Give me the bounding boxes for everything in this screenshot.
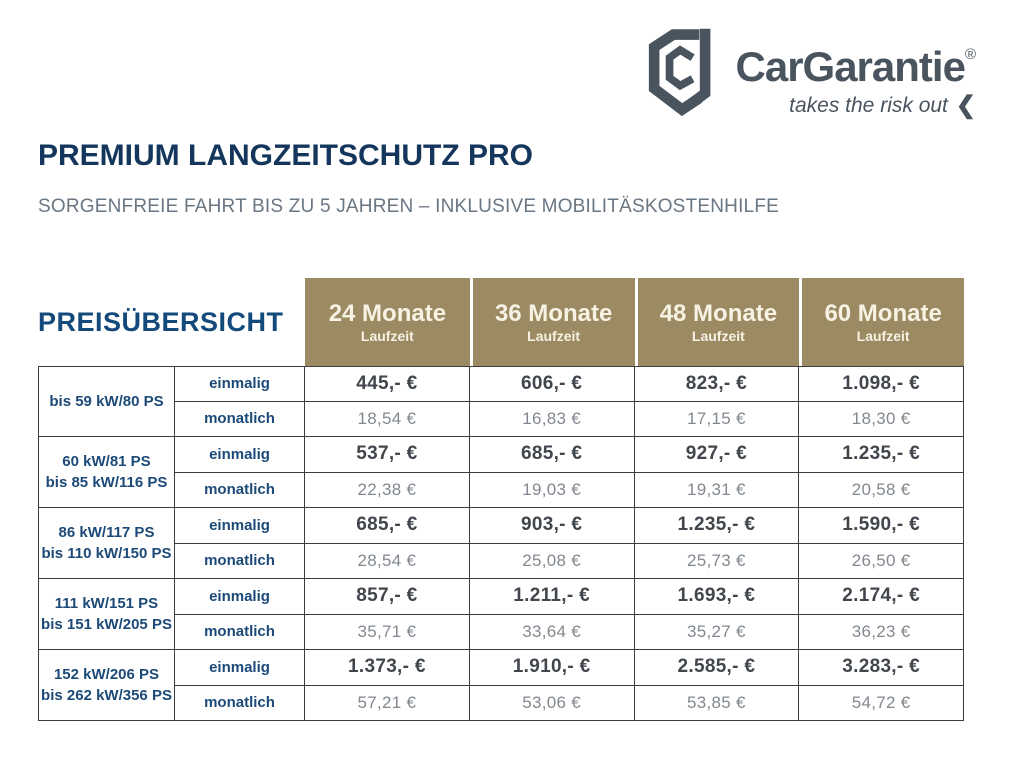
price-monthly-cell: 28,54 € (305, 544, 470, 580)
price-once-cell: 1.590,- € (799, 508, 964, 544)
row-type-monatlich: monatlich (175, 402, 305, 438)
row-type-monatlich: monatlich (175, 615, 305, 651)
price-once-cell: 1.235,- € (799, 437, 964, 473)
page-subtitle: SORGENFREIE FAHRT BIS ZU 5 JAHREN – INKLUSIVE MOBILITÄSKOSTENHILFE (38, 196, 779, 217)
page-title: PREMIUM LANGZEITSCHUTZ PRO (38, 139, 533, 172)
power-class-label (38, 650, 175, 721)
price-monthly-cell: 25,73 € (635, 544, 800, 580)
row-type-einmalig: einmalig (175, 508, 305, 544)
power-class-label (38, 508, 175, 579)
price-monthly-cell: 35,71 € (305, 615, 470, 651)
price-once-cell: 445,- € (305, 366, 470, 402)
price-once-cell: 1.211,- € (470, 579, 635, 615)
row-type-einmalig: einmalig (175, 366, 305, 402)
price-once-cell: 1.373,- € (305, 650, 470, 686)
table-caption-cell (38, 278, 305, 366)
price-once-cell: 1.693,- € (635, 579, 800, 615)
price-monthly-cell: 53,85 € (635, 686, 800, 722)
column-header-48-monate (638, 278, 800, 366)
row-type-einmalig: einmalig (175, 437, 305, 473)
column-header-sublabel: Laufzeit (856, 327, 910, 344)
price-once-cell: 1.098,- € (799, 366, 964, 402)
power-class-line2: bis 85 kW/116 PS (45, 474, 168, 491)
power-class-line1: 152 kW/206 PS (53, 666, 160, 683)
price-once-cell: 1.235,- € (635, 508, 800, 544)
column-header-36-monate (473, 278, 635, 366)
row-type-einmalig: einmalig (175, 650, 305, 686)
price-once-cell: 685,- € (470, 437, 635, 473)
price-once-cell: 2.174,- € (799, 579, 964, 615)
row-type-monatlich: monatlich (175, 686, 305, 722)
row-type-einmalig: einmalig (175, 579, 305, 615)
price-monthly-cell: 18,30 € (799, 402, 964, 438)
power-class-line2: bis 262 kW/356 PS (41, 687, 172, 704)
price-once-cell: 3.283,- € (799, 650, 964, 686)
cargarantie-logo (644, 24, 977, 124)
price-monthly-cell: 20,58 € (799, 473, 964, 509)
price-once-cell: 823,- € (635, 366, 800, 402)
price-once-cell: 606,- € (470, 366, 635, 402)
price-once-cell: 537,- € (305, 437, 470, 473)
price-monthly-cell: 57,21 € (305, 686, 470, 722)
column-header-sublabel: Laufzeit (691, 327, 745, 344)
price-monthly-cell: 18,54 € (305, 402, 470, 438)
price-monthly-cell: 16,83 € (470, 402, 635, 438)
power-class-line1: 60 kW/81 PS (62, 453, 151, 470)
price-monthly-cell: 26,50 € (799, 544, 964, 580)
price-once-cell: 1.910,- € (470, 650, 635, 686)
power-class-label (38, 579, 175, 650)
price-monthly-cell: 33,64 € (470, 615, 635, 651)
column-header-24-monate (305, 278, 470, 366)
row-type-monatlich: monatlich (175, 544, 305, 580)
column-header-sublabel: Laufzeit (527, 327, 581, 344)
price-monthly-cell: 54,72 € (799, 686, 964, 722)
price-once-cell: 903,- € (470, 508, 635, 544)
power-class-line2: bis 110 kW/150 PS (41, 545, 172, 562)
price-once-cell: 685,- € (305, 508, 470, 544)
price-monthly-cell: 19,31 € (635, 473, 800, 509)
registered-mark: ® (964, 46, 976, 63)
left-chevron-icon: ❮ (955, 92, 976, 119)
hexagon-cg-icon (644, 24, 722, 124)
row-type-monatlich: monatlich (175, 473, 305, 509)
price-monthly-cell: 36,23 € (799, 615, 964, 651)
brand-wordmark (735, 43, 977, 90)
brand-name: CarGarantie (735, 43, 965, 90)
price-once-cell: 927,- € (635, 437, 800, 473)
power-class-line1: 86 kW/117 PS (58, 524, 155, 541)
price-monthly-cell: 35,27 € (635, 615, 800, 651)
price-monthly-cell: 53,06 € (470, 686, 635, 722)
tagline-text: takes the risk out (789, 94, 948, 117)
price-table (38, 278, 964, 721)
price-monthly-cell: 17,15 € (635, 402, 800, 438)
power-class-label (38, 366, 175, 437)
price-monthly-cell: 19,03 € (470, 473, 635, 509)
tagline-row (789, 94, 976, 118)
column-header-label: 36 Monate (494, 300, 613, 328)
price-once-cell: 857,- € (305, 579, 470, 615)
power-class-line2: bis 151 kW/205 PS (41, 616, 172, 633)
column-header-sublabel: Laufzeit (360, 327, 414, 344)
price-monthly-cell: 25,08 € (470, 544, 635, 580)
power-class-label (38, 437, 175, 508)
power-class-line1: 111 kW/151 PS (54, 595, 159, 612)
price-once-cell: 2.585,- € (635, 650, 800, 686)
column-header-60-monate (802, 278, 964, 366)
column-header-label: 48 Monate (659, 300, 778, 328)
table-caption: PREISÜBERSICHT (38, 306, 284, 337)
power-class-line1: bis 59 kW/80 PS (49, 393, 164, 410)
column-header-label: 60 Monate (824, 300, 942, 328)
column-header-label: 24 Monate (328, 300, 447, 328)
logo-text-block (736, 24, 977, 118)
price-monthly-cell: 22,38 € (305, 473, 470, 509)
